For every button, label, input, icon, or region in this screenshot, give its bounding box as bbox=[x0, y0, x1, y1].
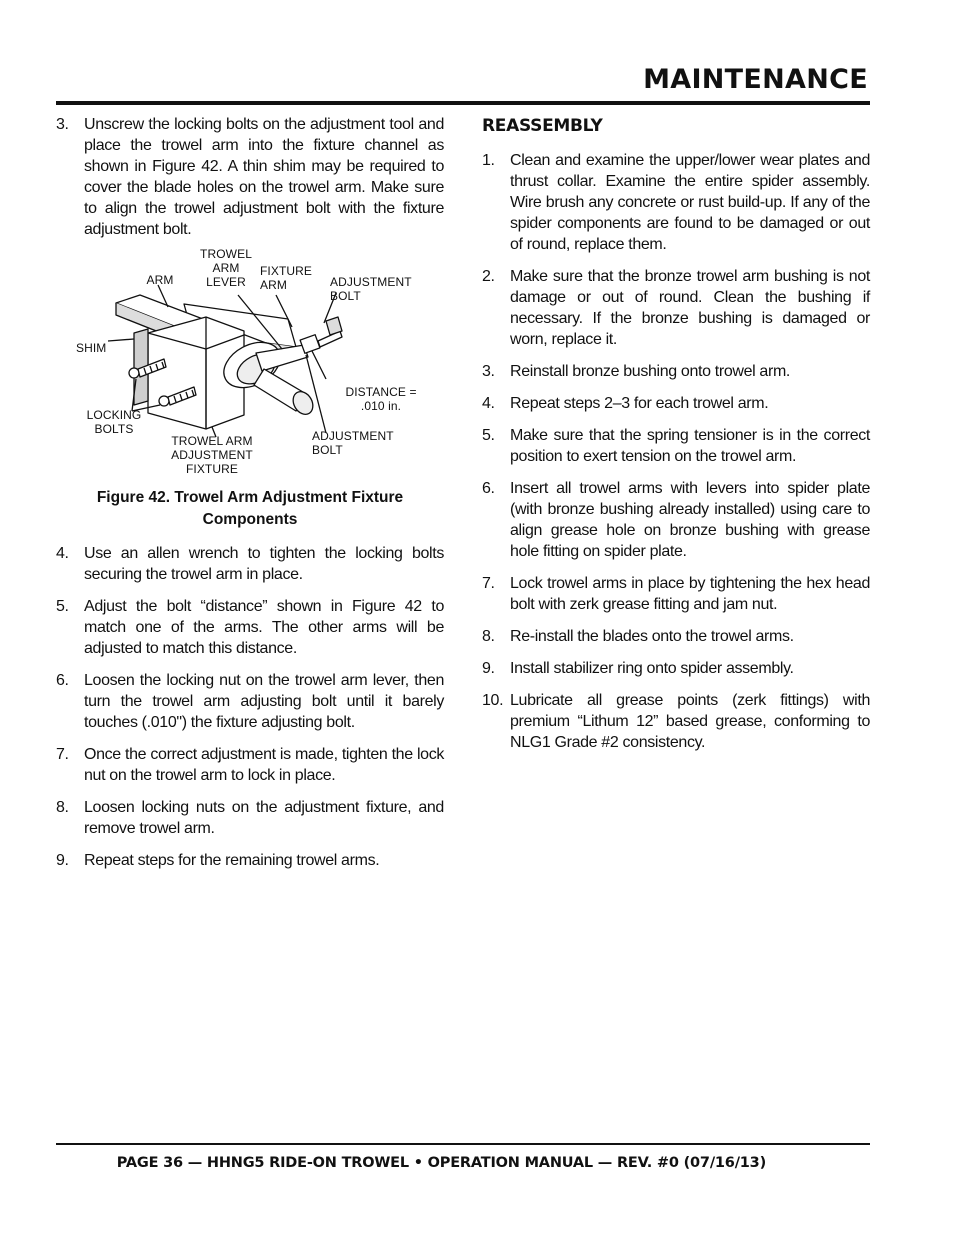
label-fixture-arm: FIXTURE ARM bbox=[260, 264, 313, 292]
step-number: 9. bbox=[482, 660, 495, 677]
step-item bbox=[482, 478, 870, 562]
label-adjustment-bolt-bottom: ADJUSTMENT BOLT bbox=[312, 429, 394, 457]
step-item bbox=[482, 425, 870, 467]
step-item bbox=[56, 797, 444, 839]
footer-rule bbox=[56, 1143, 870, 1145]
step-text: Make sure that the bronze trowel arm bushing is not damage or out of round. Clean the bushing if necessary. If the bronze bushing is damaged or worn, replace it. bbox=[510, 268, 870, 348]
right-column bbox=[482, 114, 870, 764]
step-item bbox=[482, 150, 870, 255]
step-item bbox=[56, 670, 444, 733]
step-text: Loosen locking nuts on the adjustment fixture, and remove trowel arm. bbox=[84, 799, 444, 837]
label-trowel-arm-adjustment-fixture: TROWEL ARM ADJUSTMENT FIXTURE bbox=[171, 434, 253, 476]
step-number: 7. bbox=[482, 575, 495, 592]
label-trowel-arm-lever: TROWEL ARM LEVER bbox=[200, 247, 252, 289]
step-text: Install stabilizer ring onto spider assembly. bbox=[510, 660, 794, 677]
step-item bbox=[482, 393, 870, 414]
figure-caption: Figure 42. Trowel Arm Adjustment Fixture Components bbox=[96, 489, 404, 528]
step-number: 4. bbox=[482, 395, 495, 412]
steps-list-before-figure bbox=[56, 114, 444, 240]
step-text: Repeat steps 2–3 for each trowel arm. bbox=[510, 395, 769, 412]
step-text: Insert all trowel arms with levers into spider plate (with bronze bushing already installed) using care to align grease hole on bronze bushing with grease hole fitting on spider plate. bbox=[510, 480, 870, 560]
reassembly-steps-list bbox=[482, 150, 870, 753]
step-item bbox=[56, 850, 444, 871]
step-number: 3. bbox=[482, 363, 495, 380]
header-rule bbox=[56, 101, 870, 105]
step-text: Reinstall bronze bushing onto trowel arm. bbox=[510, 363, 791, 380]
step-text: Repeat steps for the remaining trowel arms. bbox=[84, 852, 380, 869]
step-text: Lock trowel arms in place by tightening the hex head bolt with zerk grease fitting and jam nut. bbox=[510, 575, 870, 613]
step-text: Use an allen wrench to tighten the locking bolts securing the trowel arm in place. bbox=[84, 545, 444, 583]
step-item bbox=[482, 690, 870, 753]
fixture-adjustment-bolt bbox=[326, 317, 342, 335]
label-distance: DISTANCE = .010 in. bbox=[345, 385, 417, 413]
label-arm: ARM bbox=[146, 273, 174, 287]
step-item bbox=[482, 626, 870, 647]
figure-42 bbox=[56, 247, 444, 487]
left-column bbox=[56, 114, 444, 882]
step-number: 7. bbox=[56, 746, 69, 763]
section-heading-reassembly: REASSEMBLY bbox=[482, 116, 603, 136]
page-footer: PAGE 36 — HHNG5 RIDE-ON TROWEL • OPERATION MANUAL — REV. #0 (07/16/13) bbox=[116, 1155, 766, 1171]
step-text: Unscrew the locking bolts on the adjustment tool and place the trowel arm into the fixture channel as shown in Figure 42. A thin shim may be required to cover the blade holes on the trowel arm. Make sure to align the trowel adjustment bolt with the fixture adjustment bolt. bbox=[84, 116, 444, 238]
step-text: Once the correct adjustment is made, tighten the lock nut on the trowel arm to lock in place. bbox=[84, 746, 444, 784]
step-text: Re-install the blades onto the trowel arms. bbox=[510, 628, 794, 645]
step-number: 6. bbox=[482, 480, 495, 497]
step-number: 8. bbox=[56, 799, 69, 816]
step-text: Loosen the locking nut on the trowel arm lever, then turn the trowel arm adjusting bolt until it barely touches (.010") the fixture adjusting bolt. bbox=[84, 672, 444, 731]
label-shim: SHIM bbox=[76, 341, 107, 355]
step-item bbox=[56, 744, 444, 786]
step-number: 5. bbox=[56, 598, 69, 615]
step-number: 6. bbox=[56, 672, 69, 689]
step-number: 2. bbox=[482, 268, 495, 285]
step-item bbox=[56, 114, 444, 240]
step-number: 10. bbox=[482, 692, 504, 709]
step-item bbox=[482, 361, 870, 382]
steps-list-after-figure bbox=[56, 543, 444, 871]
step-item bbox=[56, 543, 444, 585]
step-number: 1. bbox=[482, 152, 495, 169]
step-number: 8. bbox=[482, 628, 495, 645]
step-number: 3. bbox=[56, 116, 69, 133]
step-item bbox=[482, 573, 870, 615]
step-number: 5. bbox=[482, 427, 495, 444]
step-item bbox=[482, 266, 870, 350]
step-item bbox=[482, 658, 870, 679]
step-text: Clean and examine the upper/lower wear plates and thrust collar. Examine the entire spider assembly. Wire brush any concrete or rust build-up. If any of the spider components are found to be damaged or out of round, replace them. bbox=[510, 152, 870, 253]
step-text: Lubricate all grease points (zerk fittings) with premium “Lithum 12” based grease, conforming to NLG1 Grade #2 consistency. bbox=[510, 692, 870, 751]
label-locking-bolts: LOCKING BOLTS bbox=[86, 408, 142, 436]
step-text: Make sure that the spring tensioner is in the correct position to exert tension on the trowel arm. bbox=[510, 427, 870, 465]
step-item bbox=[56, 596, 444, 659]
label-adjustment-bolt-top: ADJUSTMENT BOLT bbox=[330, 275, 412, 303]
step-number: 4. bbox=[56, 545, 69, 562]
page-title: MAINTENANCE bbox=[643, 64, 868, 95]
step-text: Adjust the bolt “distance” shown in Figure 42 to match one of the arms. The other arms will be adjusted to match this distance. bbox=[84, 598, 444, 657]
step-number: 9. bbox=[56, 852, 69, 869]
